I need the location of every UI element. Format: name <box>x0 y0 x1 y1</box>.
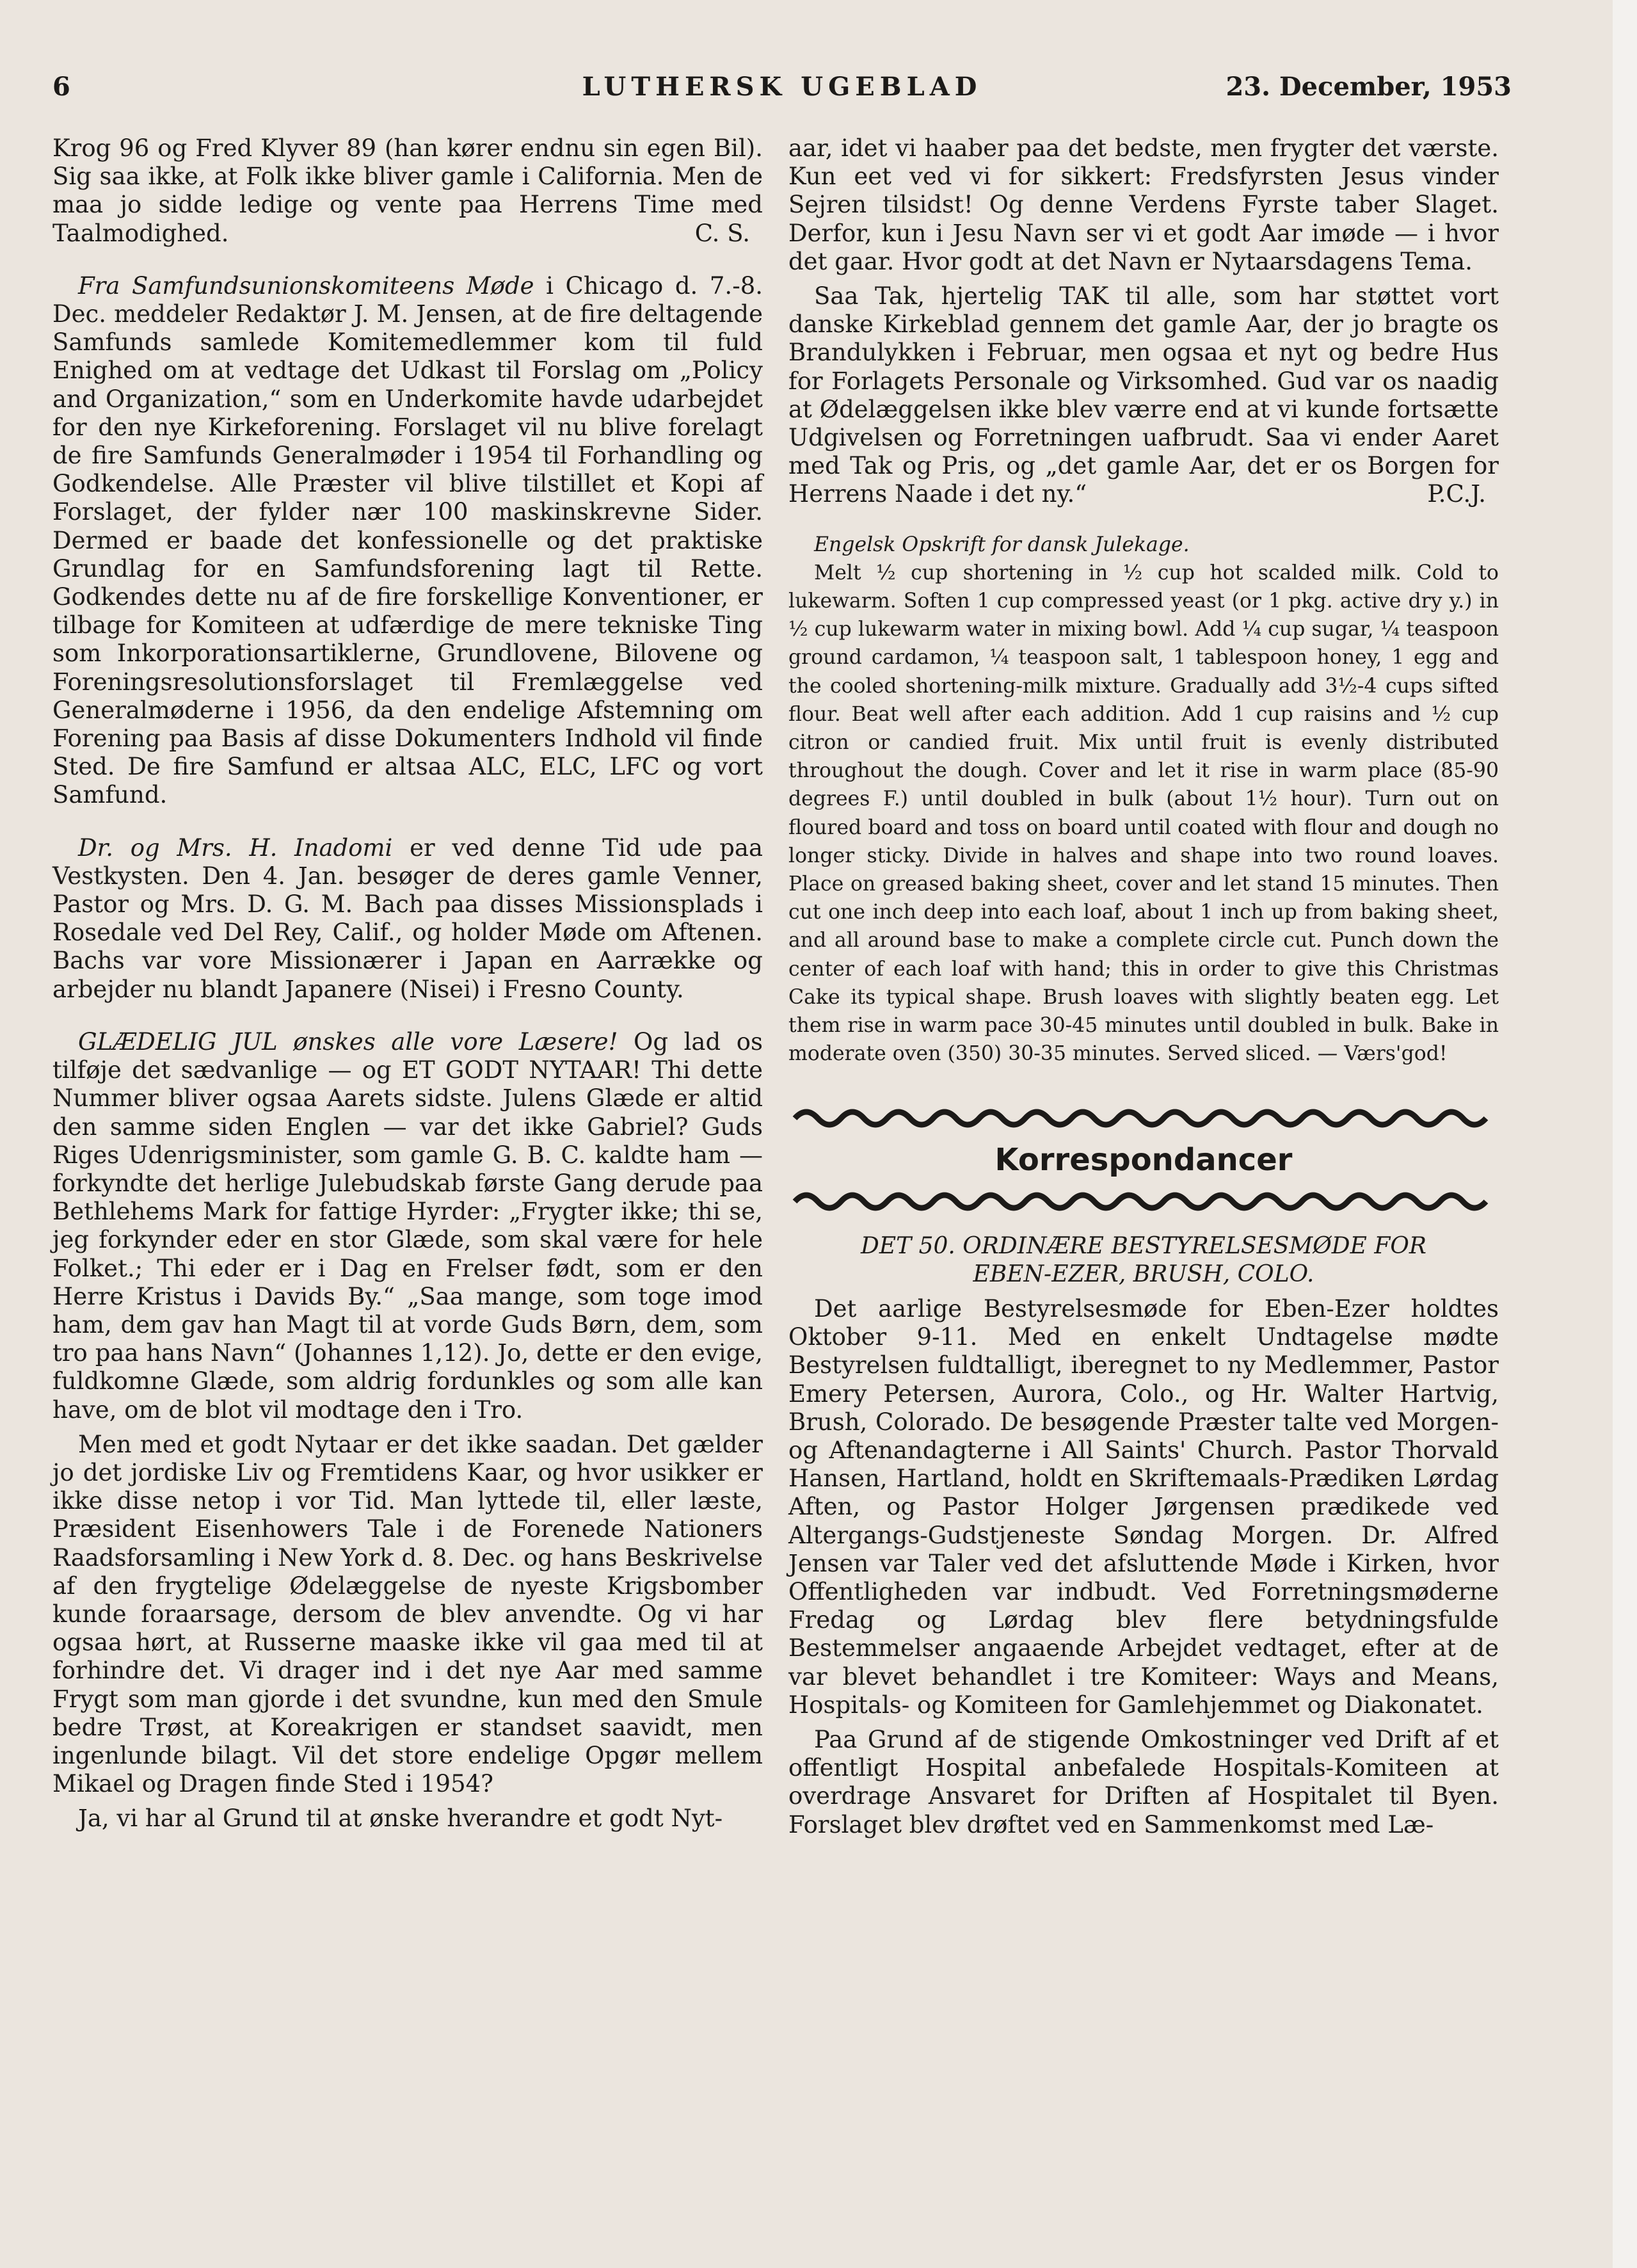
paragraph-1: Krog 96 og Fred Klyver 89 (han kører endnu sin egen Bil). Sig saa ikke, at Folk ikke bliver gamle i California. Men de maa jo sidde ledige og vente paa Herrens Time med Taalmodighed. C. S. <box>52 134 763 247</box>
scan-edge <box>1613 0 1637 2268</box>
paragraph-tak: Saa Tak, hjertelig TAK til alle, som har støttet vort danske Kirkeblad gennem det gamle Aar, der jo bragte os Brandulykken i Februar, men ogsaa et nyt og bedre Hus for Forlagets Personale og Virksomhed. Gud var os naadig at Ødelæggelsen ikke blev værre end at vi kunde fortsætte Udgivelsen og Forretningen uafbrudt. Saa vi ender Aaret med Tak og Pris, og „det gamle Aar, det er os Borgen for Herrens Naade i det ny.“ P.C.J. <box>788 282 1499 508</box>
lead-glaedelig-jul: GLÆDELIG JUL ønskes alle vore Læsere! <box>78 1027 618 1056</box>
recipe-text: Melt ½ cup shortening in ½ cup hot scalded milk. Cold to lukewarm. Soften 1 cup compressed yeast (or 1 pkg. active dry y.) in ½ cup lukewarm water in mixing bowl. Add ¼ cup sugar, ¼ teaspoon ground cardamon, ¼ teaspoon salt, 1 tablespoon honey, 1 egg and the cooled shortening-milk mixture. Gradually add 3½-4 cups sifted flour. Beat well after each addition. Add 1 cup raisins and ½ cup citron or candied fruit. Mix until fruit is evenly distributed throughout the dough. Cover and let it rise in warm place (85-90 degrees F.) until doubled in bulk (about 1½ hour). Turn out on floured board and toss on board until coated with flour and dough no longer sticky. Divide in halves and shape into two round loaves. Place on greased baking sheet, cover and let stand 15 minutes. Then cut one inch deep into each loaf, about 1 inch up from baking sheet, and all around base to make a complete circle cut. Punch down the center of each loaf with hand; this in order to give this Christmas Cake its typical shape. Brush loaves with slightly beaten egg. Let them rise in warm pace 30-45 minutes until doubled in bulk. Bake in moderate oven (350) 30-35 minutes. Served sliced. — Værs'god! <box>788 561 1499 1066</box>
ornament-rule-bottom <box>788 1182 1499 1221</box>
page-header <box>52 72 1512 110</box>
left-column <box>52 134 763 1833</box>
publication-title: LUTHERSK UGEBLAD <box>582 72 982 102</box>
signature-pcj: P.C.J. <box>1427 480 1486 508</box>
signature-cs: C. S. <box>694 219 750 247</box>
paragraph-aar: aar, idet vi haaber paa det bedste, men frygter det værste. Kun eet ved vi for sikkert: Fredsfyrsten Jesus vinder Sejren tilsidst! Og denne Verdens Fyrste taber Slaget. Derfor, kun i Jesu Navn ser vi et godt Aar imøde — i hvor det gaar. Hvor godt at det Navn er Nytaarsdagens Tema. <box>788 134 1499 275</box>
section-heading: Korrespondancer <box>994 1141 1293 1178</box>
lead-inadomi: Dr. og Mrs. H. Inadomi <box>78 833 393 862</box>
recipe-title: Engelsk Opskrift for dansk Julekage. <box>814 533 1190 556</box>
article-title: DET 50. ORDINÆRE BESTYRELSESMØDE FOR EBEN-EZER, BRUSH, COLO. <box>861 1232 1426 1287</box>
lead-samfundsunion: Fra Samfundsunionskomiteens Møde <box>78 271 534 300</box>
article-paragraph-2: Paa Grund af de stigende Omkostninger ved Drift af et offentligt Hospital anbefalede Hospitals-Komiteen at overdrage Ansvaret for Driften af Hospitalet til Byen. Forslaget blev drøftet ved en Sammenkomst med Læ- <box>788 1725 1499 1838</box>
paragraph-inadomi: Dr. og Mrs. H. Inadomi er ved denne Tid ude paa Vestkysten. Den 4. Jan. besøger de deres gamle Venner, Pastor og Mrs. D. G. M. Bach paa disses Missionsplads i Rosedale ved Del Rey, Calif., og holder Møde om Aftenen. Bachs var vore Missionærer i Japan en Aarrække og arbejder nu blandt Japanere (Nisei) i Fresno County. <box>52 833 763 1003</box>
recipe-block <box>788 531 1499 1068</box>
page-number: 6 <box>52 72 70 102</box>
ornament-rule-top <box>788 1099 1499 1138</box>
paragraph-glaedelig-jul: GLÆDELIG JUL ønskes alle vore Læsere! Og lad os tilføje det sædvanlige — og ET GODT NYTAAR! Thi dette Nummer bliver ogsaa Aarets sidste. Julens Glæde er altid den samme siden Englen — var det ikke Gabriel? Guds Riges Udenrigsminister, som gamle G. B. C. kaldte ham — forkyndte det herlige Julebudskab første Gang derude paa Bethlehems Mark for fattige Hyrder: „Frygter ikke; thi se, jeg forkynder eder en stor Glæde, som skal være for hele Folket.; Thi eder er i Dag en Frelser født, som er den Herre Kristus i Davids By.“ „Saa mange, som toge imod ham, dem gav han Magt til at vorde Guds Børn, dem, som tro paa hans Navn“ (Johannes 1,12). Jo, dette er den evige, fuldkomne Glæde, som aldrig fordunkles og som alle kan have, om de blot vil modtage den i Tro. <box>52 1027 763 1424</box>
article-paragraph-1: Det aarlige Bestyrelsesmøde for Eben-Ezer holdtes Oktober 9-11. Med en enkelt Undtagelse mødte Bestyrelsen fuldtalligt, iberegnet to ny Medlemmer, Pastor Emery Petersen, Aurora, Colo., og Hr. Walter Hartvig, Brush, Colorado. De besøgende Præster talte ved Morgen- og Aftenandagterne i All Saints' Church. Pastor Thorvald Hansen, Hartland, holdt en Skriftemaals-Prædiken Lørdag Aften, og Pastor Holger Jørgensen prædikede ved Altergangs-Gudstjeneste Søndag Morgen. Dr. Alfred Jensen var Taler ved det afsluttende Møde i Kirken, hvor Offentligheden var indbudt. Ved Forretningsmøderne Fredag og Lørdag blev flere betydningsfulde Bestemmelser angaaende Arbejdet vedtaget, efter at de var blevet behandlet i tre Komiteer: Ways and Means, Hospitals- og Komiteen for Gamlehjemmet og Diakonatet. <box>788 1294 1499 1719</box>
paragraph-samfundsunion: Fra Samfundsunionskomiteens Møde i Chicago d. 7.-8. Dec. meddeler Redaktør J. M. Jensen, at de fire deltagende Samfunds samlede Komitemedlemmer kom til fuld Enighed om at vedtage det Udkast til Forslag om „Policy and Organization,“ som en Underkomite havde udarbejdet for den nye Kirkeforening. Forslaget vil nu blive forelagt de fire Samfunds Generalmøder i 1954 til Forhandling og Godkendelse. Alle Præster vil blive tilstillet et Kopi af Forslaget, der fylder nær 100 maskinskrevne Sider. Dermed er baade det konfessionelle og det praktiske Grundlag for en Samfundsforening lagt til Rette. Godkendes dette nu af de fire forskellige Konventioner, er tilbage for Komiteen at udfærdige de mere tekniske Ting som Inkorporationsartiklerne, Grundlovene, Bilovene og Foreningsresolutionsforslaget til Fremlæggelse ved Generalmøderne i 1956, da den endelige Afstemning om Forening paa Basis af disse Dokumenters Indhold vil finde Sted. De fire Samfund er altsaa ALC, ELC, LFC og vort Samfund. <box>52 271 763 809</box>
paragraph-nyt: Ja, vi har al Grund til at ønske hverandre et godt Nyt- <box>78 1805 723 1833</box>
issue-date: 23. December, 1953 <box>1226 72 1512 102</box>
right-column <box>788 134 1499 1839</box>
paragraph-nytaar: Men med et godt Nytaar er det ikke saadan. Det gælder jo det jordiske Liv og Fremtidens Kaar, og hvor usikker er ikke disse netop i vor Tid. Man lyttede til, eller læste, Præsident Eisenhowers Tale i de Forenede Nationers Raadsforsamling i New York d. 8. Dec. og hans Beskrivelse af den frygtelige Ødelæggelse de nyeste Krigsbomber kunde foraarsage, dersom de blev anvendte. Og vi har ogsaa hørt, at Russerne maaske ikke vil gaa med til at forhindre det. Vi drager ind i det nye Aar med samme Frygt som man gjorde i det svundne, kun med den Smule bedre Trøst, at Koreakrigen er standset saavidt, men ingenlunde bilagt. Vil det store endelige Opgør mellem Mikael og Dragen finde Sted i 1954? <box>52 1430 763 1798</box>
